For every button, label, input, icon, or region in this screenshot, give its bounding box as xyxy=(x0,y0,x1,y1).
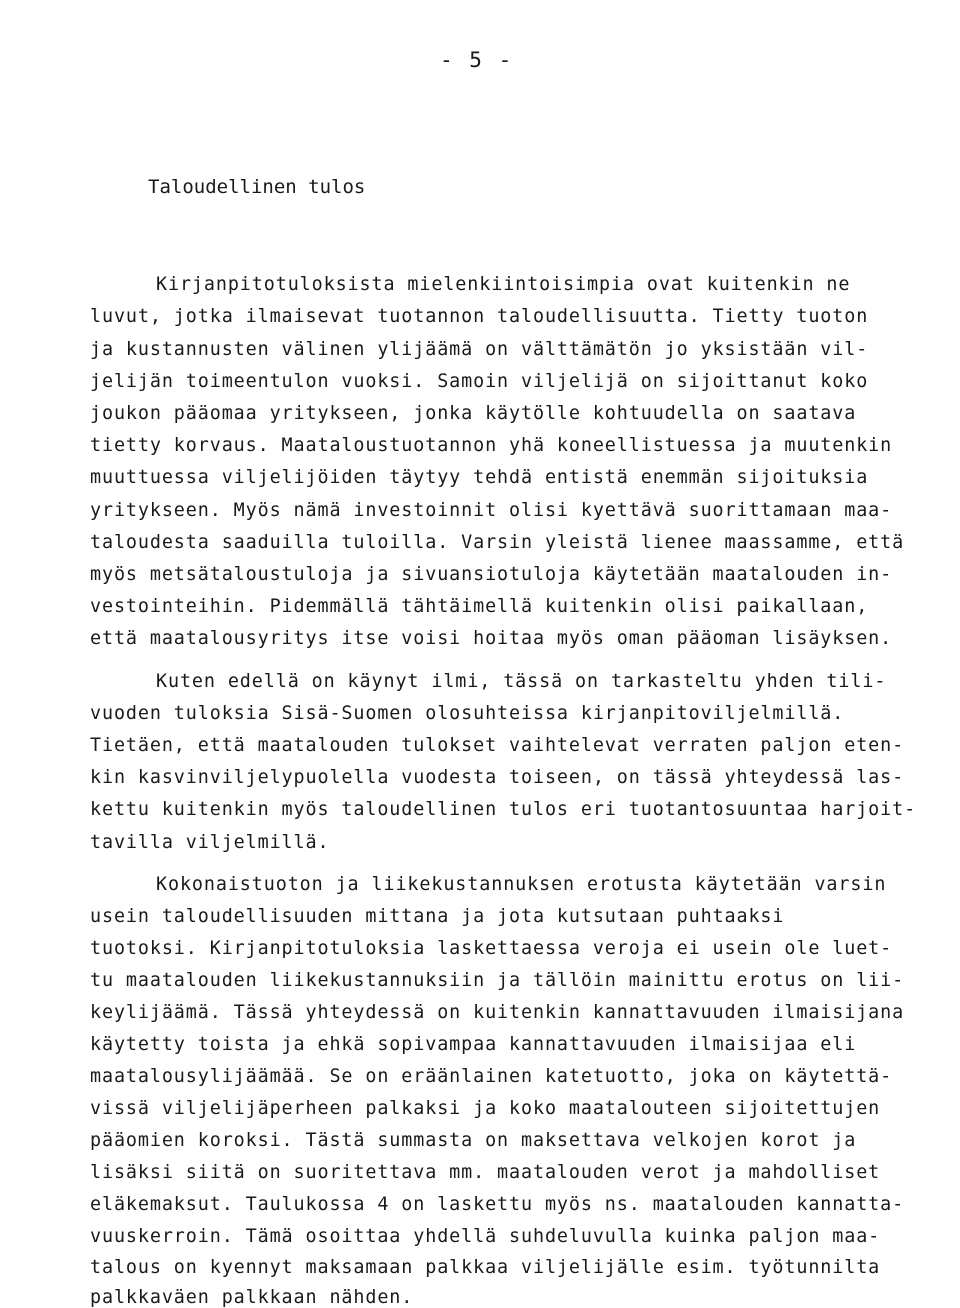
text-line: Tietäen, että maatalouden tulokset vaihtelevat verraten paljon eten- xyxy=(90,735,905,756)
text-line: kin kasvinviljelypuolella vuodesta toiseen, on tässä yhteydessä las- xyxy=(90,767,905,788)
text-line: tavilla viljelmillä. xyxy=(90,832,330,853)
text-line: myös metsätaloustuloja ja sivuansiotuloja käytetään maatalouden in- xyxy=(90,564,893,585)
text-line: kettu kuitenkin myös taloudellinen tulos eri tuotantosuuntaa harjoit- xyxy=(90,799,917,820)
section-heading: Taloudellinen tulos xyxy=(148,176,366,198)
text-line: vuoden tuloksia Sisä-Suomen olosuhteissa kirjanpitoviljelmillä. xyxy=(90,703,845,724)
text-line: usein taloudellisuuden mittana ja jota kutsutaan puhtaaksi xyxy=(90,906,785,927)
text-line: tietty korvaus. Maataloustuotannon yhä koneellistuessa ja muutenkin xyxy=(90,435,893,456)
text-line: vissä viljelijäperheen palkaksi ja koko maatalouteen sijoitettujen xyxy=(90,1098,881,1119)
text-line: ja kustannusten välinen ylijäämä on välttämätön jo yksistään vil- xyxy=(90,339,869,360)
text-line: tu maatalouden liikekustannuksiin ja tällöin mainittu erotus on lii- xyxy=(90,970,905,991)
text-line: lisäksi siitä on suoritettava mm. maatalouden verot ja mahdolliset xyxy=(90,1162,881,1183)
text-line: vestointeihin. Pidemmällä tähtäimellä kuitenkin olisi paikallaan, xyxy=(90,596,869,617)
text-line: tuotoksi. Kirjanpitotuloksia laskettaessa veroja ei usein ole luet- xyxy=(90,938,893,959)
text-line: eläkemaksut. Taulukossa 4 on laskettu myös ns. maatalouden kannatta- xyxy=(90,1194,905,1215)
text-line: Kuten edellä on käynyt ilmi, tässä on tarkasteltu yhden tili- xyxy=(156,671,887,692)
text-line: keylijäämä. Tässä yhteydessä on kuitenkin kannattavuuden ilmaisijana xyxy=(90,1002,905,1023)
text-line: jelijän toimeentulon vuoksi. Samoin viljelijä on sijoittanut koko xyxy=(90,371,869,392)
text-line: talous on kyennyt maksamaan palkkaa viljelijälle esim. työtunnilta xyxy=(90,1257,881,1278)
text-line: taloudesta saaduilla tuloilla. Varsin yleistä lienee maassamme, että xyxy=(90,532,905,553)
text-line: Kokonaistuoton ja liikekustannuksen erotusta käytetään varsin xyxy=(156,874,887,895)
page-number: - 5 - xyxy=(440,48,514,72)
text-line: käytetty toista ja ehkä sopivampaa kannattavuuden ilmaisijaa eli xyxy=(90,1034,857,1055)
text-line: yritykseen. Myös nämä investoinnit olisi kyettävä suorittamaan maa- xyxy=(90,500,893,521)
text-line: muuttuessa viljelijöiden täytyy tehdä entistä enemmän sijoituksia xyxy=(90,467,869,488)
text-line: vuuskerroin. Tämä osoittaa yhdellä suhdeluvulla kuinka paljon maa- xyxy=(90,1226,881,1247)
text-line: Kirjanpitotuloksista mielenkiintoisimpia ovat kuitenkin ne xyxy=(156,274,851,295)
text-line: pääomien koroksi. Tästä summasta on maksettava velkojen korot ja xyxy=(90,1130,857,1151)
text-line: että maatalousyritys itse voisi hoitaa myös oman pääoman lisäyksen. xyxy=(90,628,893,649)
text-line: palkkaväen palkkaan nähden. xyxy=(90,1287,414,1308)
text-line: maatalousylijäämää. Se on eräänlainen katetuotto, joka on käytettä- xyxy=(90,1066,893,1087)
text-line: luvut, jotka ilmaisevat tuotannon taloudellisuutta. Tietty tuoton xyxy=(90,306,869,327)
text-line: joukon pääomaa yritykseen, jonka käytölle kohtuudella on saatava xyxy=(90,403,857,424)
